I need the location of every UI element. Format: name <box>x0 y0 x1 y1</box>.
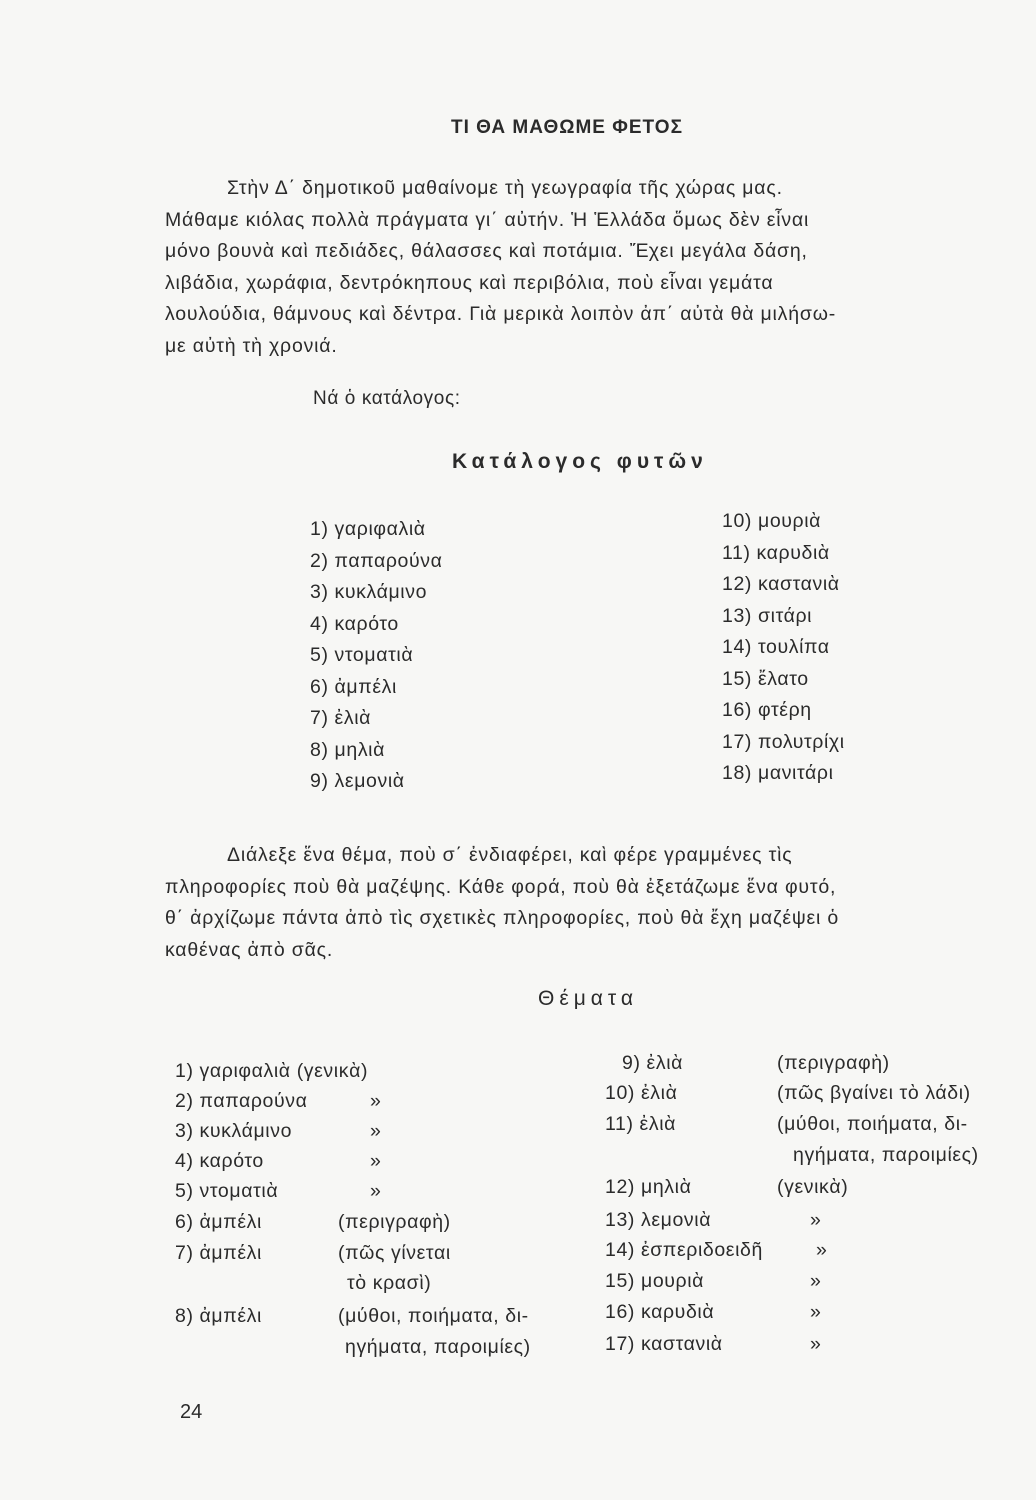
list-item: 14) τουλίπα <box>722 636 830 658</box>
list-item: 6) ἀμπέλι <box>310 676 397 698</box>
topic-name: 1) γαριφαλιὰ (γενικὰ) <box>175 1060 369 1082</box>
topic-detail: » <box>810 1301 822 1323</box>
topics-line: πληροφορίες ποὺ θὰ μαζέψης. Κάθε φορά, ποὺ θὰ ἐξετάζωμε ἕνα φυτό, <box>165 875 837 898</box>
topics-heading: Θέματα <box>538 987 639 1010</box>
topic-detail: » <box>370 1180 382 1202</box>
topic-detail: » <box>810 1333 822 1355</box>
topic-name: 8) ἀμπέλι <box>175 1305 262 1327</box>
topic-name: 17) καστανιὰ <box>605 1333 723 1355</box>
list-item: 15) ἔλατο <box>722 668 809 690</box>
list-item: 12) καστανιὰ <box>722 573 840 595</box>
topic-detail: (περιγραφὴ) <box>777 1052 890 1074</box>
list-item: 8) μηλιὰ <box>310 739 385 761</box>
intro-line: Στὴν Δ΄ δημοτικοῦ μαθαίνομε τὴ γεωγραφία τῆς χώρας μας. <box>227 177 783 199</box>
topic-detail: » <box>370 1120 382 1142</box>
topic-detail: (μύθοι, ποιήματα, δι- <box>338 1305 529 1327</box>
topic-name: 3) κυκλάμινο <box>175 1120 293 1142</box>
topic-name: 7) ἀμπέλι <box>175 1242 262 1264</box>
topic-detail: » <box>370 1150 382 1172</box>
topic-name: 6) ἀμπέλι <box>175 1211 262 1233</box>
list-item: 9) λεμονιὰ <box>310 770 405 792</box>
topic-name: 13) λεμονιὰ <box>605 1209 712 1231</box>
topic-name: 5) ντοματιὰ <box>175 1180 279 1202</box>
list-item: 5) ντοματιὰ <box>310 644 414 666</box>
topic-detail: (πῶς γίνεται <box>338 1242 451 1264</box>
topic-name: 16) καρυδιὰ <box>605 1301 715 1323</box>
topic-name: 15) μουριὰ <box>605 1270 705 1292</box>
topics-paragraph <box>165 840 1005 966</box>
intro-line: μόνο βουνὰ καὶ πεδιάδες, θάλασσες καὶ ποτάμια. Ἔχει μεγάλα δάση, <box>165 240 808 262</box>
catalog-intro: Νά ὁ κατάλογος: <box>313 388 461 409</box>
topic-name: 4) καρότο <box>175 1150 264 1172</box>
list-item: 7) ἐλιὰ <box>310 707 372 729</box>
topic-detail: τὸ κρασὶ) <box>347 1272 432 1294</box>
page-title: ΤΙ ΘΑ ΜΑΘΩΜΕ ΦΕΤΟΣ <box>451 117 683 138</box>
topic-detail: (πῶς βγαίνει τὸ λάδι) <box>777 1082 971 1104</box>
list-item: 17) πολυτρίχι <box>722 731 845 753</box>
topics-line: καθένας ἀπὸ σᾶς. <box>165 938 334 961</box>
catalog-heading: Κατάλογος φυτῶν <box>452 450 708 473</box>
page-number: 24 <box>180 1401 203 1423</box>
topic-name: 2) παπαρούνα <box>175 1090 308 1112</box>
topic-name: 14) ἐσπεριδοειδῆ <box>605 1239 763 1261</box>
list-item: 11) καρυδιὰ <box>722 542 830 564</box>
list-item: 3) κυκλάμινο <box>310 581 428 603</box>
intro-line: Μάθαμε κιόλας πολλὰ πράγματα γι΄ αὐτήν. Ἡ Ἑλλάδα ὅμως δὲν εἶναι <box>165 208 810 231</box>
intro-paragraph <box>165 173 995 362</box>
topic-detail: (μύθοι, ποιήματα, δι- <box>777 1113 968 1135</box>
topic-detail: (περιγραφὴ) <box>338 1211 451 1233</box>
topic-detail: (γενικὰ) <box>777 1176 849 1198</box>
topic-name: 9) ἐλιὰ <box>622 1052 684 1074</box>
intro-line: λιβάδια, χωράφια, δεντρόκηπους καὶ περιβόλια, ποὺ εἶναι γεμάτα <box>165 271 774 294</box>
list-item: 2) παπαρούνα <box>310 550 443 572</box>
topic-detail: » <box>816 1239 828 1261</box>
topic-detail: » <box>810 1270 822 1292</box>
topic-name: 11) ἐλιὰ <box>605 1113 677 1135</box>
list-item: 13) σιτάρι <box>722 605 813 627</box>
topic-detail: » <box>810 1209 822 1231</box>
topic-name: 10) ἐλιὰ <box>605 1082 678 1104</box>
topic-detail: » <box>370 1090 382 1112</box>
intro-line: με αὐτὴ τὴ χρονιά. <box>165 334 338 357</box>
list-item: 16) φτέρη <box>722 699 812 721</box>
topic-detail: ηγήματα, παροιμίες) <box>345 1336 531 1358</box>
list-item: 10) μουριὰ <box>722 510 822 532</box>
list-item: 4) καρότο <box>310 613 399 635</box>
topic-detail: ηγήματα, παροιμίες) <box>793 1144 979 1166</box>
list-item: 18) μανιτάρι <box>722 762 834 784</box>
list-item: 1) γαριφαλιὰ <box>310 518 426 540</box>
intro-line: λουλούδια, θάμνους καὶ δέντρα. Γιὰ μερικὰ λοιπὸν ἀπ΄ αὐτὰ θὰ μιλήσω- <box>165 303 837 325</box>
topics-line: Διάλεξε ἕνα θέμα, ποὺ σ΄ ἐνδιαφέρει, καὶ φέρε γραμμένες τὶς <box>227 844 793 866</box>
topic-name: 12) μηλιὰ <box>605 1176 692 1198</box>
topics-line: θ΄ ἀρχίζωμε πάντα ἀπὸ τὶς σχετικὲς πληροφορίες, ποὺ θὰ ἔχη μαζέψει ὁ <box>165 907 840 929</box>
